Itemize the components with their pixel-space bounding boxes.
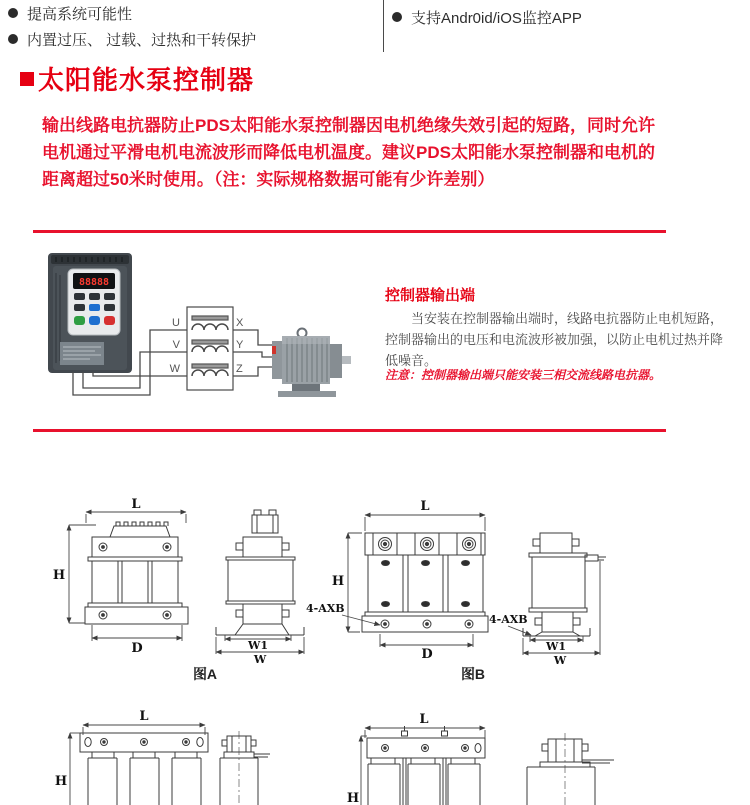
panel-title: 控制器输出端 [385,287,476,304]
figure-b-front-view [362,533,488,632]
terminal-label-u: U [172,317,180,329]
figure-b-label: 图B [460,666,486,682]
intro-paragraph [42,112,655,193]
dim-label-H: H [331,574,345,589]
bullet-icon [392,12,402,22]
reactor-symbol [187,307,233,390]
terminal-label-y: Y [236,339,244,351]
dim-label-H: H [54,774,68,789]
bullet-icon [8,34,18,44]
figure-c-side-view [220,731,270,805]
terminal-label-z: Z [236,363,243,375]
terminal-label-x: X [236,317,244,329]
dim-label-W: W [553,654,567,667]
panel-body: 当安装在控制器输出端时，线路电抗器防止电机短路，控制器输出的电压和电流波形被加强，以防止电机过热并降低噪音。 [385,311,724,368]
dim-label-W1: W1 [247,639,269,652]
dim-label-W: W [253,653,267,666]
column-divider [383,0,384,52]
feature-item [392,7,582,28]
dim-label-H: H [346,791,360,805]
figure-a-front-view [85,522,188,624]
motor-image [272,329,351,398]
holes-label: 4-AXB [489,613,528,626]
dim-label-L: L [420,499,430,514]
feature-item [8,29,256,50]
dim-label-L: L [131,497,141,512]
figure-d-front-view [367,726,485,805]
figure-c-dimensions [70,725,205,805]
figure-a-side-view [216,510,304,635]
rule-bottom [33,429,666,432]
intro-line: 输出线路电抗器防止PDS太阳能水泵控制器因电机绝缘失效引起的短路，同时允许 [42,116,655,135]
inverter-display: 88888 [78,277,110,288]
dim-label-W1: W1 [545,640,567,653]
intro-line: 距离超过50米时使用。（注：实际规格数据可能有少许差别） [42,170,495,189]
section-heading [20,60,254,97]
rule-top [33,230,666,233]
holes-label: 4-AXB [306,602,345,615]
dim-label-H: H [52,568,66,583]
inverter-keypad [74,293,115,325]
figure-d-dimensions [361,728,485,805]
figure-c-front-view [80,733,208,805]
feature-label: 提高系统可能性 [27,6,133,23]
inverter-image [48,253,132,373]
wiring-illustration [40,245,360,410]
dim-label-L: L [419,712,429,727]
dim-label-L: L [139,709,149,724]
bullet-icon [8,8,18,18]
figure-b-side-view [523,533,606,636]
terminal-label-w: W [169,363,180,375]
terminal-label-v: V [172,339,180,351]
page-title: 太阳能水泵控制器 [38,65,255,95]
figure-a-label: 图A [192,666,218,682]
intro-line: 电机通过平滑电机电流波形而降低电机温度。建议PDS太阳能水泵控制器和电机的 [42,143,655,162]
feature-label: 内置过压、 过载、过热和干转保护 [27,32,257,49]
figure-d-side-view [527,733,614,805]
dim-label-D: D [421,647,433,662]
dim-label-D: D [131,641,143,656]
dimension-drawings [0,455,750,805]
feature-label: 支持Andr0id/iOS监控APP [411,10,582,27]
square-marker-icon [20,72,34,86]
feature-item [8,3,132,24]
panel-note: 注意：控制器输出端只能安装三相交流线路电抗器。 [385,368,662,382]
